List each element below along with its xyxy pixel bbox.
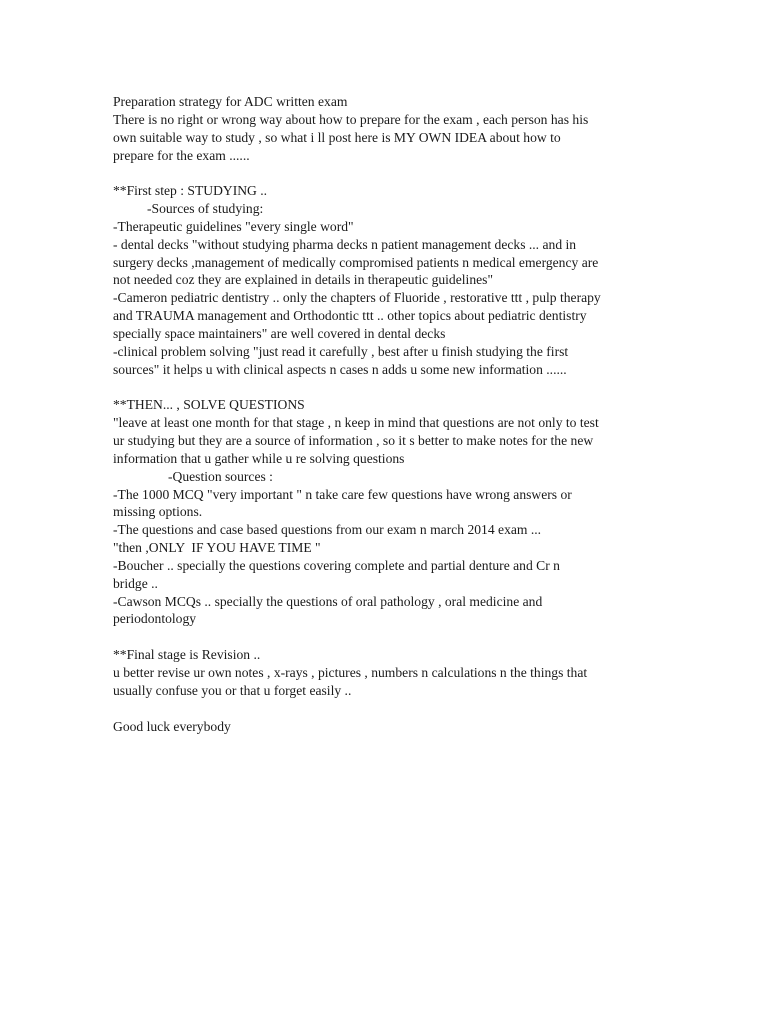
document-title: Preparation strategy for ADC written exam	[113, 94, 348, 109]
blank-line	[113, 164, 653, 182]
step1-line: sources" it helps u with clinical aspects n cases n adds u some new information ......	[113, 361, 567, 377]
step1-line: specially space maintainers" are well covered in dental decks	[113, 325, 446, 341]
step1-heading: **First step : STUDYING ..	[113, 183, 268, 199]
step3-heading: **Final stage is Revision ..	[113, 647, 261, 663]
step1-line: and TRAUMA management and Orthodontic ttt .. other topics about pediatric dentistry	[113, 308, 587, 324]
step2-intro-line: ur studying but they are a source of information , so it s better to make notes for the new	[113, 433, 594, 449]
step2-intro-line: "leave at least one month for that stage , n keep in mind that questions are not only to test	[113, 415, 599, 431]
step3-line: u better revise ur own notes , x-rays , pictures , numbers n calculations n the things that	[113, 665, 588, 680]
step2-line: periodontology	[113, 611, 197, 627]
step1-line: -clinical problem solving "just read it carefully , best after u finish studying the first	[113, 343, 569, 359]
step3-line: usually confuse you or that u forget easily ..	[113, 682, 352, 698]
step2-line: "then ,ONLY IF YOU HAVE TIME "	[113, 540, 321, 556]
document-page	[113, 93, 653, 735]
step2-line: -Cawson MCQs .. specially the questions of oral pathology , oral medicine and	[113, 593, 543, 609]
step1-subheading: -Sources of studying:	[147, 201, 264, 217]
step1-line: - dental decks "without studying pharma decks n patient management decks ... and in	[113, 236, 577, 252]
step1-line: -Cameron pediatric dentistry .. only the chapters of Fluoride , restorative ttt , pulp therapy	[113, 290, 601, 306]
intro-line: prepare for the exam ......	[113, 147, 250, 163]
step2-line: -Boucher .. specially the questions covering complete and partial denture and Cr n	[113, 557, 560, 573]
step1-line: -Therapeutic guidelines "every single word"	[113, 218, 354, 234]
step2-intro-line: information that u gather while u re solving questions	[113, 450, 405, 466]
step2-line: -The questions and case based questions from our exam n march 2014 exam ...	[113, 522, 542, 538]
step2-line: missing options.	[113, 504, 203, 520]
intro-line: There is no right or wrong way about how to prepare for the exam , each person has his	[113, 111, 589, 127]
step2-subheading: -Question sources :	[168, 468, 273, 484]
blank-line	[113, 628, 653, 646]
step1-line: not needed coz they are explained in details in therapeutic guidelines"	[113, 272, 493, 288]
blank-line	[113, 379, 653, 397]
blank-line	[113, 700, 653, 718]
step2-line: -The 1000 MCQ "very important " n take care few questions have wrong answers or	[113, 486, 572, 502]
intro-line: own suitable way to study , so what i ll post here is MY OWN IDEA about how to	[113, 129, 561, 145]
closing-line: Good luck everybody	[113, 718, 231, 734]
step2-heading: **THEN... , SOLVE QUESTIONS	[113, 397, 305, 413]
step2-line: bridge ..	[113, 575, 158, 591]
step1-line: surgery decks ,management of medically compromised patients n medical emergency are	[113, 254, 599, 270]
